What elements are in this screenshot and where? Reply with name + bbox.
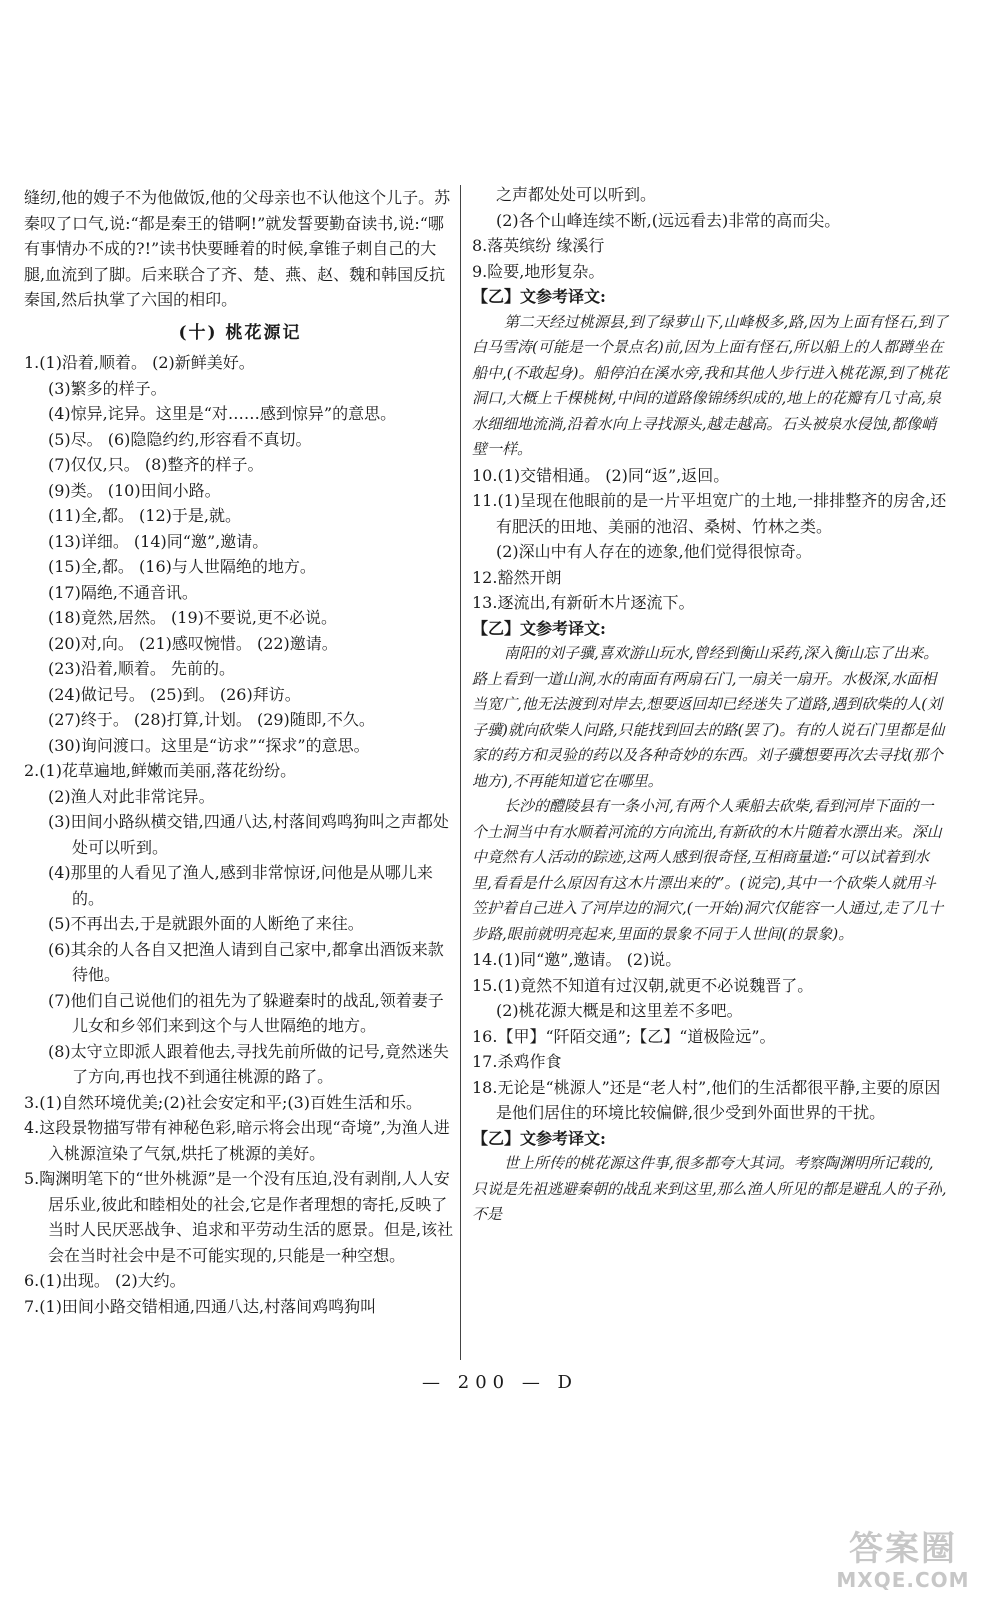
answer-item: (24)做记号。 (25)到。 (26)拜访。 (48, 684, 301, 704)
page-number: — 200 — D (422, 1372, 578, 1393)
answer-item: (5)尽。 (6)隐隐约约,形容看不真切。 (48, 429, 312, 449)
answer-item: (30)询问渡口。这里是“访求”“探求”的意思。 (48, 735, 370, 755)
answer-item: 17.杀鸡作食 (472, 1052, 562, 1071)
section-title: (十) 桃花源记 (178, 322, 302, 343)
answer-item: 之声都处处可以听到。 (496, 185, 657, 204)
right-column (472, 182, 948, 1228)
left-column (24, 185, 456, 1319)
answer-item: (5)不再出去,于是就跟外面的人断绝了来往。 (48, 914, 364, 933)
answer-item: (2)桃花源大概是和这里差不多吧。 (496, 1001, 743, 1020)
answer-item: (8)太守立即派人跟着他去,寻找先前所做的记号,竟然迷失了方向,再也找不到通往桃源的路了。 (48, 1041, 449, 1086)
translation-text: 世上所传的桃花源这件事,很多都夸大其词。考察陶渊明所记载的,只说是先祖逃避秦朝的战乱来到这里,那么渔人所见的都是避乱人的子孙,不是 (472, 1154, 947, 1223)
watermark-logo-text: 答案圈 (849, 1529, 957, 1569)
answer-item: 3.(1)自然环境优美;(2)社会安定和平;(3)百姓生活和乐。 (24, 1092, 423, 1112)
answer-item: 7.(1)田间小路交错相通,四通八达,村落间鸡鸣狗叫 (24, 1296, 377, 1316)
answer-item: 14.(1)同“邀”,邀请。 (2)说。 (472, 950, 682, 969)
answer-item: (7)他们自己说他们的祖先为了躲避秦时的战乱,领着妻子儿女和乡邻们来到这个与人世隔绝的地方。 (48, 990, 444, 1035)
intro-paragraph: 缝纫,他的嫂子不为他做饭,他的父母亲也不认他这个儿子。苏秦叹了口气,说:“都是秦王的错啊!”就发誓要勤奋读书,说:“哪有事情办不成的?!”读书快要睡着的时候,拿锥子刺自己的大腿,血流到了脚。后来联合了齐、楚、燕、赵、魏和韩国反抗秦国,然后执掌了六国的相印。 (24, 188, 451, 309)
watermark-logo (818, 1530, 988, 1592)
answer-item: (23)沿着,顺着。 先前的。 (48, 659, 236, 678)
answer-item: 9.险要,地形复杂。 (472, 261, 605, 281)
answer-item: (11)全,都。 (12)于是,就。 (48, 506, 241, 525)
answer-item: (13)详细。 (14)同“邀”,邀请。 (48, 531, 269, 551)
answer-item: 15.(1)竟然不知道有过汉朝,就更不必说魏晋了。 (472, 975, 814, 995)
answer-item: (20)对,向。 (21)感叹惋惜。 (22)邀请。 (48, 633, 338, 653)
column-divider (460, 185, 461, 1360)
translation-heading: 【乙】文参考译文: (472, 618, 606, 638)
answer-item: (17)隔绝,不通音讯。 (48, 582, 198, 602)
answer-item: 8.落英缤纷 缘溪行 (472, 236, 605, 255)
answer-item: 18.无论是“桃源人”还是“老人村”,他们的生活都很平静,主要的原因是他们居住的环境比较偏僻,很少受到外面世界的干扰。 (472, 1077, 941, 1122)
answer-item: (15)全,都。 (16)与人世隔绝的地方。 (48, 557, 316, 576)
answer-item: (9)类。 (10)田间小路。 (48, 480, 221, 500)
answer-item: 1.(1)沿着,顺着。 (2)新鲜美好。 (24, 353, 255, 372)
answer-item: 13.逐流出,有新斫木片逐流下。 (472, 593, 695, 612)
translation-heading: 【乙】文参考译文: (472, 1128, 606, 1148)
answer-item: 10.(1)交错相通。 (2)同“返”,返回。 (472, 465, 730, 485)
answer-item: (4)惊异,诧异。这里是“对……感到惊异”的意思。 (48, 404, 397, 423)
answer-item: (2)各个山峰连续不断,(远远看去)非常的高而尖。 (496, 210, 841, 230)
answer-item: (18)竟然,居然。 (19)不要说,更不必说。 (48, 608, 337, 627)
answer-item: 16.【甲】“阡陌交通”;【乙】“道极险远”。 (472, 1026, 776, 1046)
translation-heading: 【乙】文参考译文: (472, 287, 606, 306)
answer-item: 11.(1)呈现在他眼前的是一片平坦宽广的土地,一排排整齐的房舍,还有肥沃的田地、美丽的池沼、桑树、竹林之类。 (472, 491, 947, 536)
answer-item: (3)田间小路纵横交错,四通八达,村落间鸡鸣狗叫之声都处处可以听到。 (48, 812, 449, 857)
answer-item: (2)渔人对此非常诧异。 (48, 786, 215, 806)
answer-item: (27)终于。 (28)打算,计划。 (29)随即,不久。 (48, 710, 375, 729)
answer-item: 5.陶渊明笔下的“世外桃源”是一个没有压迫,没有剥削,人人安居乐业,彼此和睦相处的社会,它是作者理想的寄托,反映了当时人民厌恶战争、追求和平劳动生活的愿景。但是,该社会在当时社会中是不可能实现的,只能是一种空想。 (24, 1169, 454, 1265)
answer-item: (2)深山中有人存在的迹象,他们觉得很惊奇。 (496, 542, 812, 561)
watermark-url: MXQE.COM (836, 1568, 970, 1592)
answer-item: 2.(1)花草遍地,鲜嫩而美丽,落花纷纷。 (24, 761, 297, 780)
answer-item: (7)仅仅,只。 (8)整齐的样子。 (48, 455, 264, 474)
answer-item: 6.(1)出现。 (2)大约。 (24, 1271, 186, 1290)
answer-item: (4)那里的人看见了渔人,感到非常惊讶,问他是从哪儿来的。 (48, 863, 433, 908)
translation-text: 长沙的醴陵县有一条小河,有两个人乘船去砍柴,看到河岸下面的一个土洞当中有水顺着河流的方向流出,有新砍的木片随着水漂出来。深山中竟然有人活动的踪迹,这两人感到很奇怪,互相商量道:“可以试着到水里,看看是什么原因有这木片漂出来的”。(说完),其中一个砍柴人就用斗笠护着自己进入了河岸边的洞穴,(一开始)洞穴仅能容一人通过,走了几十步路,眼前就明亮起来,里面的景象不同于人世间(的景象)。 (472, 797, 944, 943)
answer-item: (6)其余的人各自又把渔人请到自己家中,都拿出酒饭来款待他。 (48, 939, 444, 984)
translation-text: 第二天经过桃源县,到了绿萝山下,山峰极多,路,因为上面有怪石,到了白马雪涛(可能是一个景点名)前,因为上面有怪石,所以船上的人都蹲坐在船中,(不敢起身)。船停泊在溪水旁,我和其他人步行进入桃花源,到了桃花洞口,大概上千棵桃树,中间的道路像锦绣织成的,地上的花瓣有几寸高,泉水细细地流淌,沿着水向上寻找源头,越走越高。石头被泉水侵蚀,都像峭壁一样。 (472, 312, 949, 458)
answer-item: (3)繁多的样子。 (48, 378, 167, 398)
answer-item: 4.这段景物描写带有神秘色彩,暗示将会出现“奇境”,为渔人进入桃源渲染了气氛,烘托了桃源的美好。 (24, 1118, 450, 1163)
answer-item: 12.豁然开朗 (472, 567, 562, 587)
translation-text: 南阳的刘子骥,喜欢游山玩水,曾经到衡山采药,深入衡山忘了出来。路上看到一道山涧,水的南面有两扇石门,一扇关一扇开。水极深,水面相当宽广,他无法渡到对岸去,想要返回却已经迷失了道路,遇到砍柴的人(刘子骥)就向砍柴人问路,只能找到回去的路(罢了)。有的人说石门里都是仙家的药方和灵验的药以及各种奇妙的东西。刘子骥想要再次去寻找(那个地方),不再能知道它在哪里。 (472, 644, 945, 790)
